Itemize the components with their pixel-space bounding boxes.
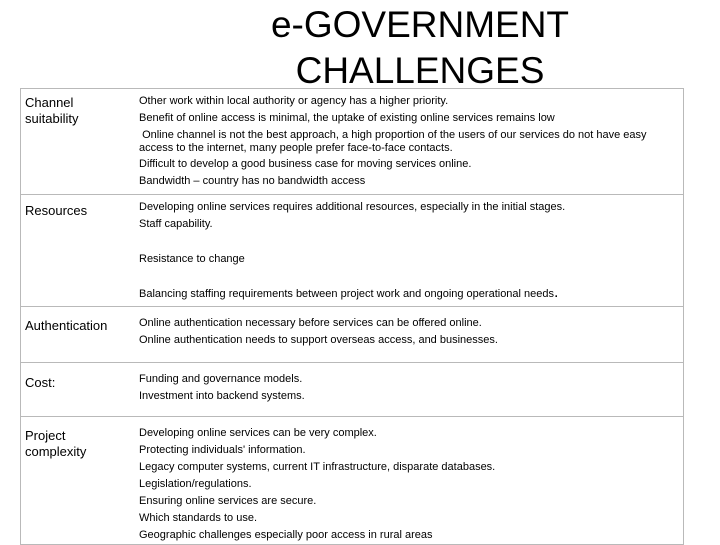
list-item: Other work within local authority or agency has a higher priority. — [139, 95, 449, 107]
items-list — [139, 199, 679, 303]
list-item — [139, 286, 679, 303]
category-label: Channel suitability — [25, 95, 79, 126]
period-mark: . — [554, 284, 559, 301]
list-item: Online channel is not the best approach, a high proportion of the users of our services do not have easy access to the internet, many people prefer face-to-face contacts. — [139, 129, 650, 154]
title-line-2: CHALLENGES — [295, 50, 545, 91]
list-item: Protecting individuals' information. — [139, 444, 306, 456]
list-item: Difficult to develop a good business case for moving services online. — [139, 158, 472, 170]
list-item: Investment into backend systems. — [139, 390, 305, 402]
items-list — [139, 371, 679, 405]
category-label: Project complexity — [25, 428, 87, 459]
table-row — [21, 417, 684, 545]
list-item: Funding and governance models. — [139, 373, 303, 385]
row-authentication — [21, 307, 684, 363]
list-item-text: Balancing staffing requirements between project work and ongoing operational needs — [139, 288, 555, 300]
title-line-1: e-GOVERNMENT — [270, 4, 570, 45]
row-project-complexity — [21, 417, 684, 545]
list-item: Legacy computer systems, current IT infrastructure, disparate databases. — [139, 461, 496, 473]
list-item: Developing online services requires additional resources, especially in the initial stages. — [139, 201, 566, 213]
items-list — [139, 315, 679, 349]
slide-title — [230, 2, 610, 94]
list-item: Online authentication needs to support overseas access, and businesses. — [139, 334, 498, 346]
list-item: Bandwidth – country has no bandwidth access — [139, 175, 366, 187]
list-item: Online authentication necessary before services can be offered online. — [139, 317, 482, 329]
table-row — [21, 195, 684, 307]
row-resources — [21, 195, 684, 307]
list-item: Ensuring online services are secure. — [139, 495, 317, 507]
table-row — [21, 89, 684, 195]
category-label: Authentication — [25, 318, 108, 333]
list-item: Legislation/regulations. — [139, 478, 252, 490]
list-item: Which standards to use. — [139, 512, 258, 524]
category-label: Resources — [25, 203, 88, 218]
list-item: Staff capability. — [139, 218, 213, 230]
list-item: Resistance to change — [139, 253, 245, 265]
items-list — [139, 93, 679, 190]
table-row — [21, 307, 684, 363]
category-label: Cost: — [25, 375, 56, 390]
challenges-table — [20, 88, 684, 545]
list-item: Benefit of online access is minimal, the uptake of existing online services remains low — [139, 112, 555, 124]
list-item: Developing online services can be very complex. — [139, 427, 377, 439]
list-item: Geographic challenges especially poor access in rural areas — [139, 529, 433, 541]
items-list — [139, 425, 679, 544]
row-channel-suitability — [21, 89, 684, 195]
row-cost — [21, 363, 684, 417]
table-row — [21, 363, 684, 417]
